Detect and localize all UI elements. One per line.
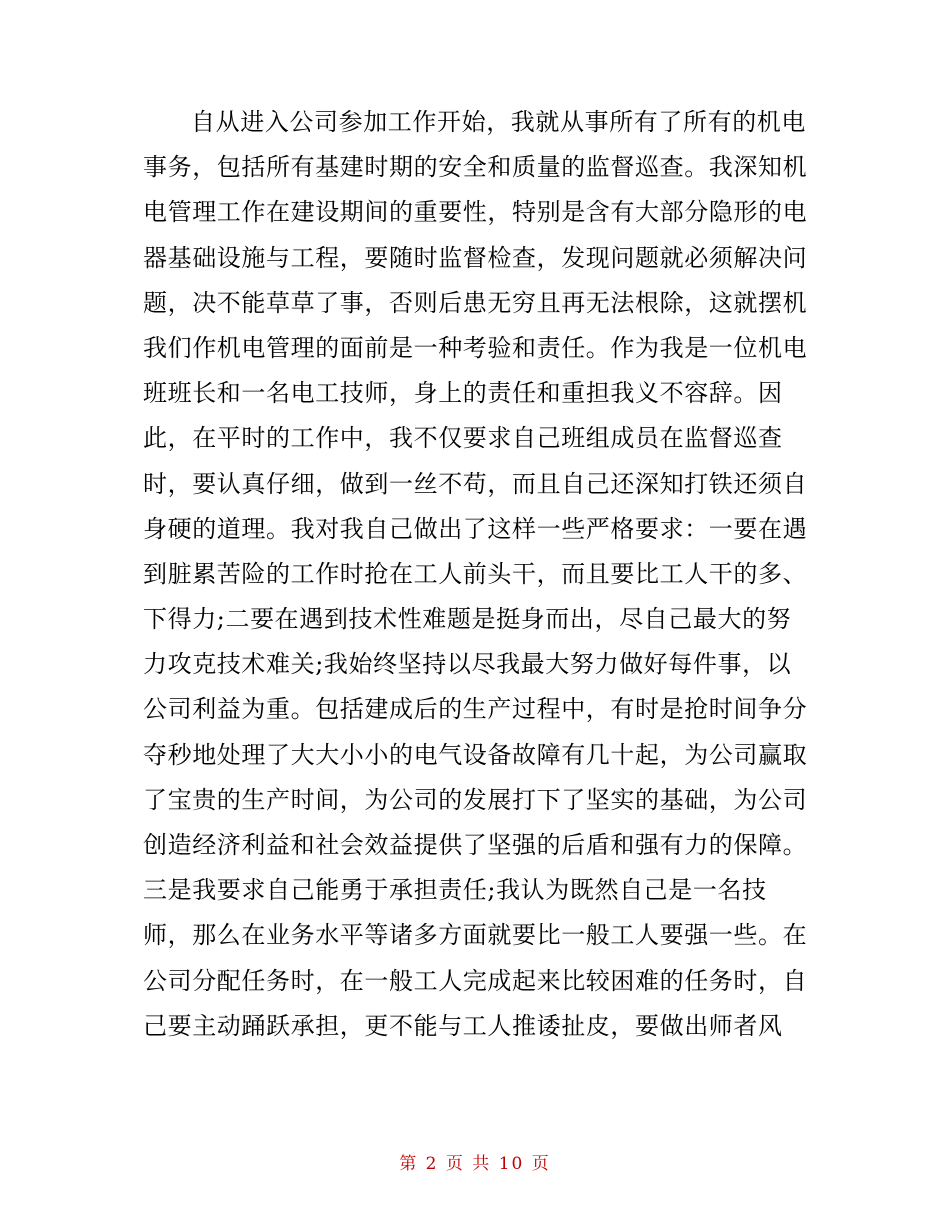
text-line: 自从进入公司参加工作开始，我就从事所有了所有的机电: [191, 108, 806, 136]
body-text: [143, 100, 813, 1049]
text-line: 三是我要求自己能勇于承担责任;我认为既然自己是一名技: [143, 876, 767, 905]
text-line: 时，要认真仔细，做到一丝不苟，而且自己还深知打铁还须自: [143, 469, 808, 498]
text-line: 创造经济利益和社会效益提供了坚强的后盾和强有力的保障。: [143, 831, 808, 859]
text-line: 师，那么在业务水平等诸多方面就要比一般工人要强一些。在: [143, 921, 808, 950]
text-line: 力攻克技术难关;我始终坚持以尽我最大努力做好每件事，以: [143, 650, 792, 679]
text-line: 到脏累苦险的工作时抢在工人前头干，而且要比工人干的多、: [143, 559, 808, 588]
text-line: 公司分配任务时，在一般工人完成起来比较困难的任务时，自: [143, 966, 808, 995]
text-line: 电管理工作在建设期间的重要性，特别是含有大部分隐形的电: [143, 198, 808, 227]
text-line: 己要主动踊跃承担，更不能与工人推诿扯皮，要做出师者风: [143, 1011, 783, 1040]
page-number-footer: 第 2 页 共 10 页: [399, 1154, 551, 1174]
text-line: 班班长和一名电工技师，身上的责任和重担我义不容辞。因: [143, 379, 783, 408]
text-line: 了宝贵的生产时间，为公司的发展打下了坚实的基础，为公司: [143, 785, 808, 814]
text-line: 我们作机电管理的面前是一种考验和责任。作为我是一位机电: [143, 333, 808, 362]
text-line: 题，决不能草草了事，否则后患无穷且再无法根除，这就摆机: [143, 288, 808, 317]
text-line: 下得力;二要在遇到技术性难题是挺身而出，尽自己最大的努: [143, 605, 792, 634]
text-line: 此，在平时的工作中，我不仅要求自己班组成员在监督巡查: [143, 424, 783, 453]
text-line: 身硬的道理。我对我自己做出了这样一些严格要求：一要在遇: [143, 514, 808, 543]
text-line: 事务，包括所有基建时期的安全和质量的监督巡查。我深知机: [143, 153, 808, 182]
text-line: 夺秒地处理了大大小小的电气设备故障有几十起，为公司赢取: [143, 740, 808, 769]
text-line: 公司利益为重。包括建成后的生产过程中，有时是抢时间争分: [143, 695, 808, 724]
text-line: 器基础设施与工程，要随时监督检查，发现问题就必须解决问: [143, 243, 808, 272]
